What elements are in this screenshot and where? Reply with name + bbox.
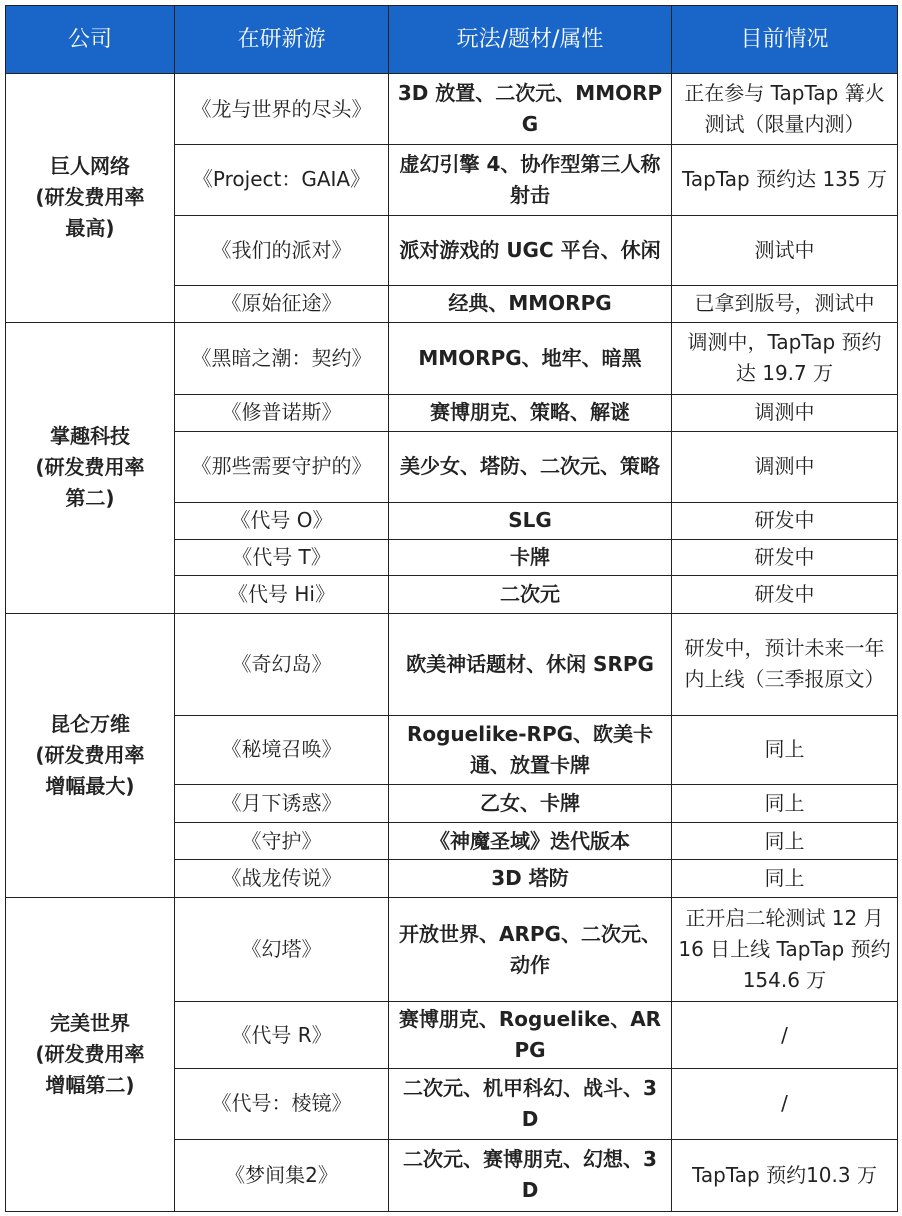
header-genre: 玩法/题材/属性 <box>389 6 672 74</box>
genre-cell: MMORPG、地牢、暗黑 <box>389 322 672 394</box>
status-cell: 调测中 <box>672 394 898 431</box>
table-body <box>6 74 898 1212</box>
genre-cell: Roguelike-RPG、欧美卡通、放置卡牌 <box>389 715 672 784</box>
header-row <box>6 6 898 74</box>
company-cell <box>6 74 175 323</box>
genre-cell: 3D 放置、二次元、MMORPG <box>389 74 672 145</box>
genre-cell: SLG <box>389 502 672 539</box>
genre-cell: 开放世界、ARPG、二次元、动作 <box>389 898 672 1002</box>
status-cell: 正开启二轮测试 12 月 16 日上线 TapTap 预约 154.6 万 <box>672 898 898 1002</box>
company-line: 昆仑万维 <box>50 712 130 737</box>
status-cell: 正在参与 TapTap 篝火测试（限量内测） <box>672 74 898 145</box>
game-name-cell: 《秘境召唤》 <box>175 715 389 784</box>
company-line: 最高) <box>65 216 115 241</box>
game-pipeline-table <box>5 5 898 1212</box>
company-line: (研发费用率 <box>35 455 145 480</box>
status-cell: 测试中 <box>672 215 898 285</box>
game-name-cell: 《战龙传说》 <box>175 860 389 898</box>
company-line: 第二) <box>65 486 115 511</box>
status-cell: / <box>672 1069 898 1139</box>
status-cell: 已拿到版号，测试中 <box>672 285 898 322</box>
game-name-cell: 《原始征途》 <box>175 285 389 322</box>
status-cell: 同上 <box>672 715 898 784</box>
company-line: (研发费用率 <box>35 185 145 210</box>
genre-cell: 赛博朋克、Roguelike、ARPG <box>389 1002 672 1069</box>
genre-cell: 二次元 <box>389 576 672 614</box>
genre-cell: 3D 塔防 <box>389 860 672 898</box>
table-row <box>6 898 898 1002</box>
game-name-cell: 《守护》 <box>175 822 389 860</box>
game-name-cell: 《代号：棱镜》 <box>175 1069 389 1139</box>
status-cell: 研发中 <box>672 576 898 614</box>
game-name-cell: 《黑暗之潮：契约》 <box>175 322 389 394</box>
status-cell: TapTap 预约10.3 万 <box>672 1139 898 1211</box>
company-line: 增幅第二) <box>45 1073 135 1098</box>
company-cell <box>6 898 175 1212</box>
game-name-cell: 《代号 O》 <box>175 502 389 539</box>
game-name-cell: 《龙与世界的尽头》 <box>175 74 389 145</box>
game-name-cell: 《梦间集2》 <box>175 1139 389 1211</box>
company-cell <box>6 322 175 613</box>
genre-cell: 二次元、机甲科幻、战斗、3D <box>389 1069 672 1139</box>
genre-cell: 派对游戏的 UGC 平台、休闲 <box>389 215 672 285</box>
status-cell: 调测中 <box>672 431 898 502</box>
status-cell: 同上 <box>672 785 898 823</box>
status-cell: 研发中，预计未来一年内上线（三季报原文） <box>672 613 898 715</box>
genre-cell: 乙女、卡牌 <box>389 785 672 823</box>
header-status: 目前情况 <box>672 6 898 74</box>
game-name-cell: 《奇幻岛》 <box>175 613 389 715</box>
game-name-cell: 《那些需要守护的》 <box>175 431 389 502</box>
game-name-cell: 《修普诺斯》 <box>175 394 389 431</box>
company-cell <box>6 613 175 897</box>
status-cell: 研发中 <box>672 502 898 539</box>
game-name-cell: 《月下诱惑》 <box>175 785 389 823</box>
status-cell: / <box>672 1002 898 1069</box>
company-line: 增幅最大) <box>45 774 135 799</box>
status-cell: 同上 <box>672 822 898 860</box>
genre-cell: 二次元、赛博朋克、幻想、3D <box>389 1139 672 1211</box>
genre-cell: 卡牌 <box>389 539 672 576</box>
company-line: (研发费用率 <box>35 1042 145 1067</box>
game-name-cell: 《代号 Hi》 <box>175 576 389 614</box>
game-name-cell: 《Project：GAIA》 <box>175 145 389 215</box>
game-name-cell: 《代号 R》 <box>175 1002 389 1069</box>
genre-cell: 赛博朋克、策略、解谜 <box>389 394 672 431</box>
genre-cell: 经典、MMORPG <box>389 285 672 322</box>
genre-cell: 美少女、塔防、二次元、策略 <box>389 431 672 502</box>
header-company: 公司 <box>6 6 175 74</box>
table-row <box>6 322 898 394</box>
genre-cell: 欧美神话题材、休闲 SRPG <box>389 613 672 715</box>
status-cell: 研发中 <box>672 539 898 576</box>
game-name-cell: 《我们的派对》 <box>175 215 389 285</box>
company-line: 完美世界 <box>50 1011 130 1036</box>
status-cell: 同上 <box>672 860 898 898</box>
company-line: (研发费用率 <box>35 743 145 768</box>
status-cell: 调测中，TapTap 预约达 19.7 万 <box>672 322 898 394</box>
status-cell: TapTap 预约达 135 万 <box>672 145 898 215</box>
game-name-cell: 《代号 T》 <box>175 539 389 576</box>
game-name-cell: 《幻塔》 <box>175 898 389 1002</box>
table-row <box>6 613 898 715</box>
genre-cell: 虚幻引擎 4、协作型第三人称射击 <box>389 145 672 215</box>
company-line: 掌趣科技 <box>50 424 130 449</box>
header-game: 在研新游 <box>175 6 389 74</box>
company-line: 巨人网络 <box>50 154 130 179</box>
genre-cell: 《神魔圣域》迭代版本 <box>389 822 672 860</box>
table-row <box>6 74 898 145</box>
